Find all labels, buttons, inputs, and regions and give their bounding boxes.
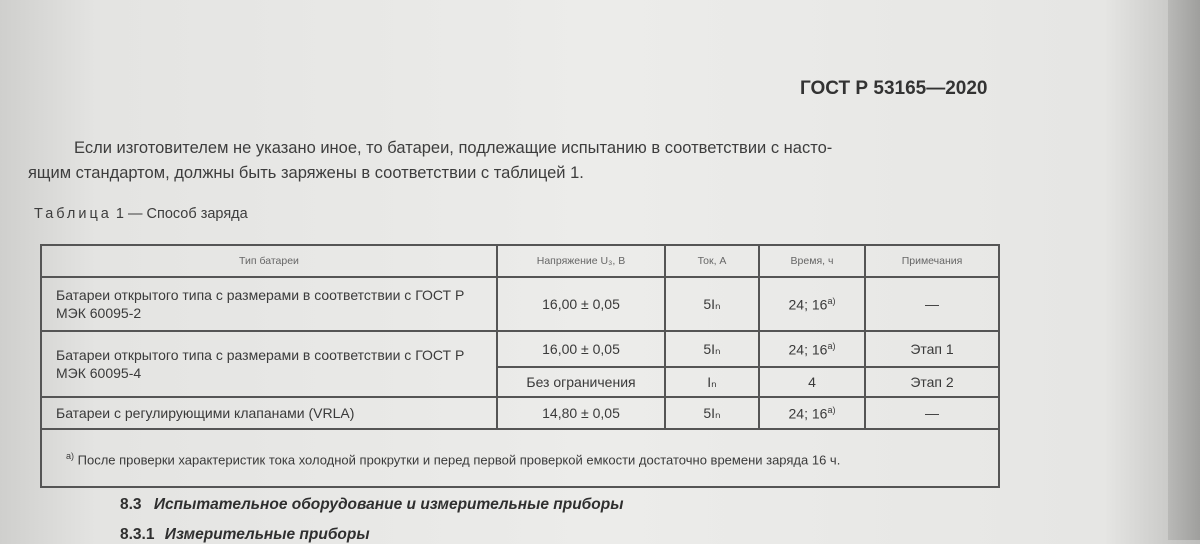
intro-paragraph <box>28 136 1013 186</box>
standard-code: ГОСТ Р 53165—2020 <box>800 78 988 99</box>
table-caption-title: 1 — Способ заряда <box>115 206 248 222</box>
cell-time <box>759 277 865 331</box>
cell-note: Этап 1 <box>865 331 999 367</box>
header-battery-type: Тип батареи <box>41 245 497 277</box>
table-caption <box>34 206 248 222</box>
cell-voltage: 14,80 ± 0,05 <box>497 397 665 429</box>
paragraph-line-2: ящим стандартом, должны быть заряжены в соответствии с таблицей 1. <box>28 164 584 182</box>
cell-current: 5Iₙ <box>665 331 759 367</box>
header-current: Ток, А <box>665 245 759 277</box>
table-row <box>41 277 999 331</box>
cell-current: 5Iₙ <box>665 277 759 331</box>
footnote-ref: а) <box>827 295 836 306</box>
subsection-title: Измерительные приборы <box>164 526 370 543</box>
paragraph-line-1: Если изготовителем не указано иное, то батареи, подлежащие испытанию в соответствии с насто- <box>74 139 833 157</box>
charge-method-table <box>40 244 1000 488</box>
cell-current: 5Iₙ <box>665 397 759 429</box>
footnote-text: После проверки характеристик тока холодной прокрутки и перед первой проверкой емкости достаточно времени заряда 16 ч. <box>77 452 841 468</box>
subsection-heading <box>120 526 370 544</box>
table-caption-word: Таблица <box>34 206 112 222</box>
footnote-ref: а) <box>827 340 836 351</box>
cell-voltage: 16,00 ± 0,05 <box>497 331 665 367</box>
page-edge-shadow <box>1168 0 1200 540</box>
subsection-number: 8.3.1 <box>120 526 155 543</box>
header-voltage: Напряжение U₃, В <box>497 245 665 277</box>
table-row <box>41 397 999 429</box>
cell-battery-type: Батареи открытого типа с размерами в соответствии с ГОСТ Р МЭК 60095-4 <box>41 331 497 397</box>
footnote-ref: а) <box>827 404 836 415</box>
section-heading <box>120 496 623 514</box>
header-time: Время, ч <box>759 245 865 277</box>
cell-current: Iₙ <box>665 367 759 397</box>
cell-battery-type: Батареи с регулирующими клапанами (VRLA) <box>41 397 497 429</box>
footnote-mark: а) <box>66 450 75 461</box>
cell-note: — <box>865 397 999 429</box>
table-footnote-row <box>41 429 999 487</box>
time-value: 24; 16 <box>788 405 828 422</box>
header-notes: Примечания <box>865 245 999 277</box>
time-value: 24; 16 <box>788 341 828 358</box>
cell-time: 4 <box>759 367 865 397</box>
cell-voltage: Без ограничения <box>497 367 665 397</box>
cell-battery-type: Батареи открытого типа с размерами в соответствии с ГОСТ Р МЭК 60095-2 <box>41 277 497 331</box>
time-value: 24; 16 <box>788 296 828 313</box>
cell-time <box>759 331 865 367</box>
section-number: 8.3 <box>120 496 142 513</box>
cell-note: — <box>865 277 999 331</box>
table-footnote <box>41 429 999 487</box>
cell-note: Этап 2 <box>865 367 999 397</box>
cell-voltage: 16,00 ± 0,05 <box>497 277 665 331</box>
cell-time <box>759 397 865 429</box>
table-header-row <box>41 245 999 277</box>
section-title: Испытательное оборудование и измерительные приборы <box>153 496 624 513</box>
table-row <box>41 331 999 367</box>
